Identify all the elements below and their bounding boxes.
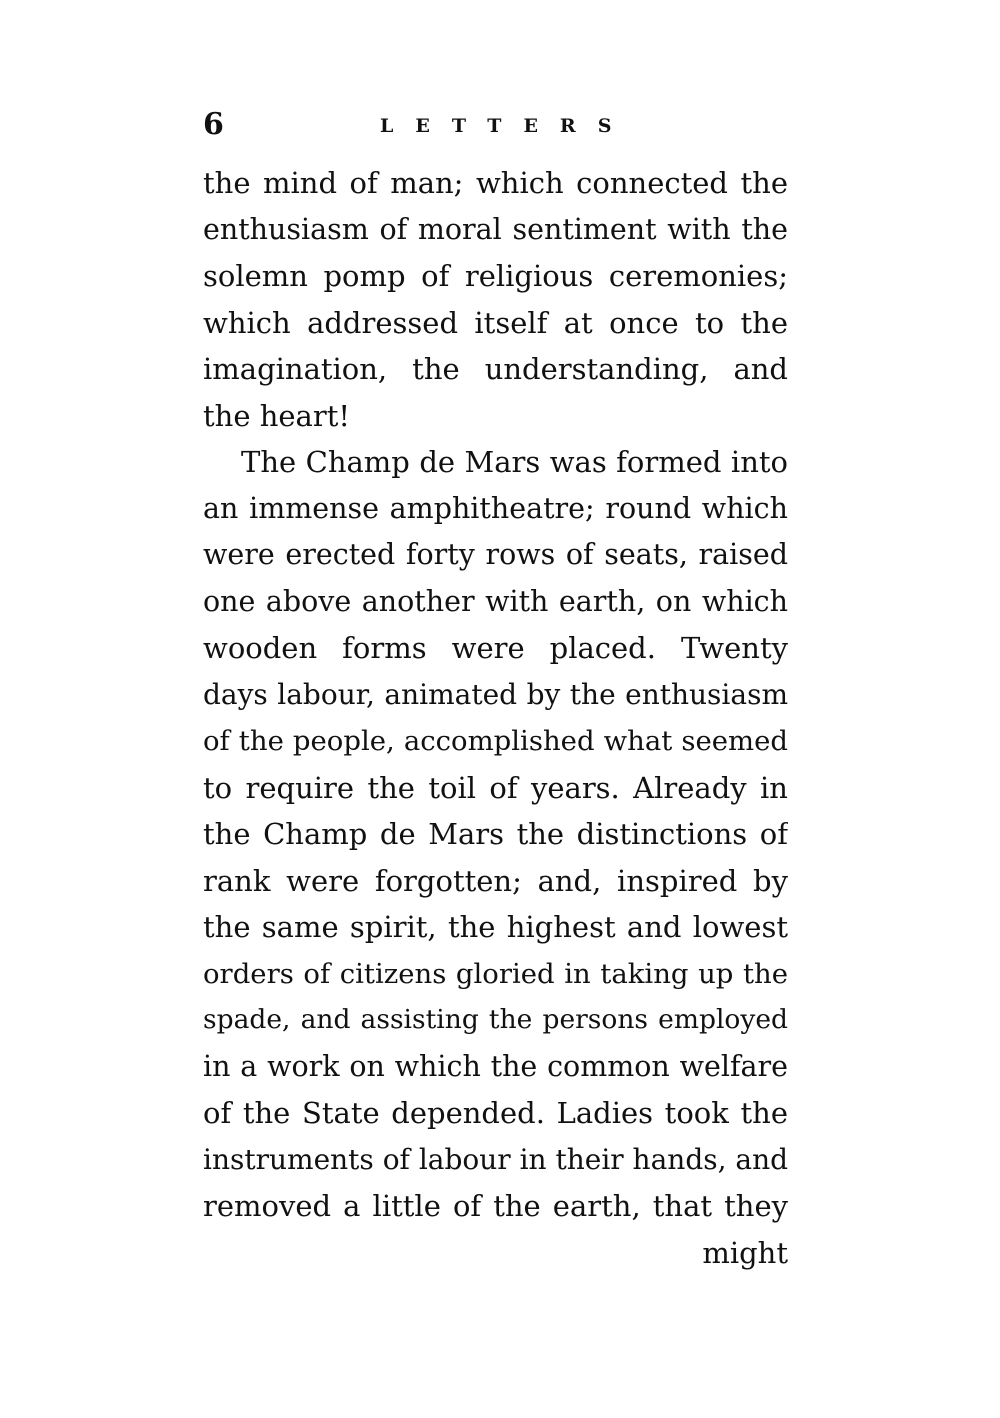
text-line: the heart!: [203, 398, 351, 433]
catchword: might: [702, 1235, 788, 1270]
running-head: [203, 105, 793, 145]
page-number: 6: [203, 107, 224, 142]
text-line: in a work on which the common welfare: [203, 1049, 788, 1083]
text-line: instruments of labour in their hands, and: [203, 1142, 788, 1176]
text-line: solemn pomp of religious ceremonies;: [203, 259, 788, 293]
paragraph-start-line: The Champ de Mars was formed into: [241, 445, 788, 479]
text-line: imagination, the understanding, and: [203, 352, 788, 386]
text-line: one above another with earth, on which: [203, 584, 788, 618]
text-line: the mind of man; which connected the: [203, 166, 788, 200]
text-line: of the people, accomplished what seemed: [203, 725, 788, 757]
text-line: rank were forgotten; and, inspired by: [203, 863, 788, 898]
text-line: of the State depended. Ladies took the: [203, 1096, 788, 1130]
text-line: days labour, animated by the enthusiasm: [203, 677, 788, 711]
text-line: enthusiasm of moral sentiment with the: [203, 212, 788, 246]
text-line: removed a little of the earth, that they: [203, 1189, 788, 1223]
text-line: the same spirit, the highest and lowest: [203, 910, 788, 944]
text-line: wooden forms were placed. Twenty: [203, 631, 788, 665]
running-title: LETTERS: [380, 115, 634, 137]
text-line: spade, and assisting the persons employed: [203, 1004, 788, 1035]
text-line: which addressed itself at once to the: [203, 305, 788, 340]
body-text: [203, 160, 788, 1276]
text-line: an immense amphitheatre; round which: [203, 491, 788, 525]
text-line: to require the toil of years. Already in: [203, 770, 788, 805]
text-line: were erected forty rows of seats, raised: [203, 538, 788, 571]
text-line: orders of citizens gloried in taking up the: [203, 957, 788, 990]
text-line: the Champ de Mars the distinctions of: [203, 817, 788, 851]
